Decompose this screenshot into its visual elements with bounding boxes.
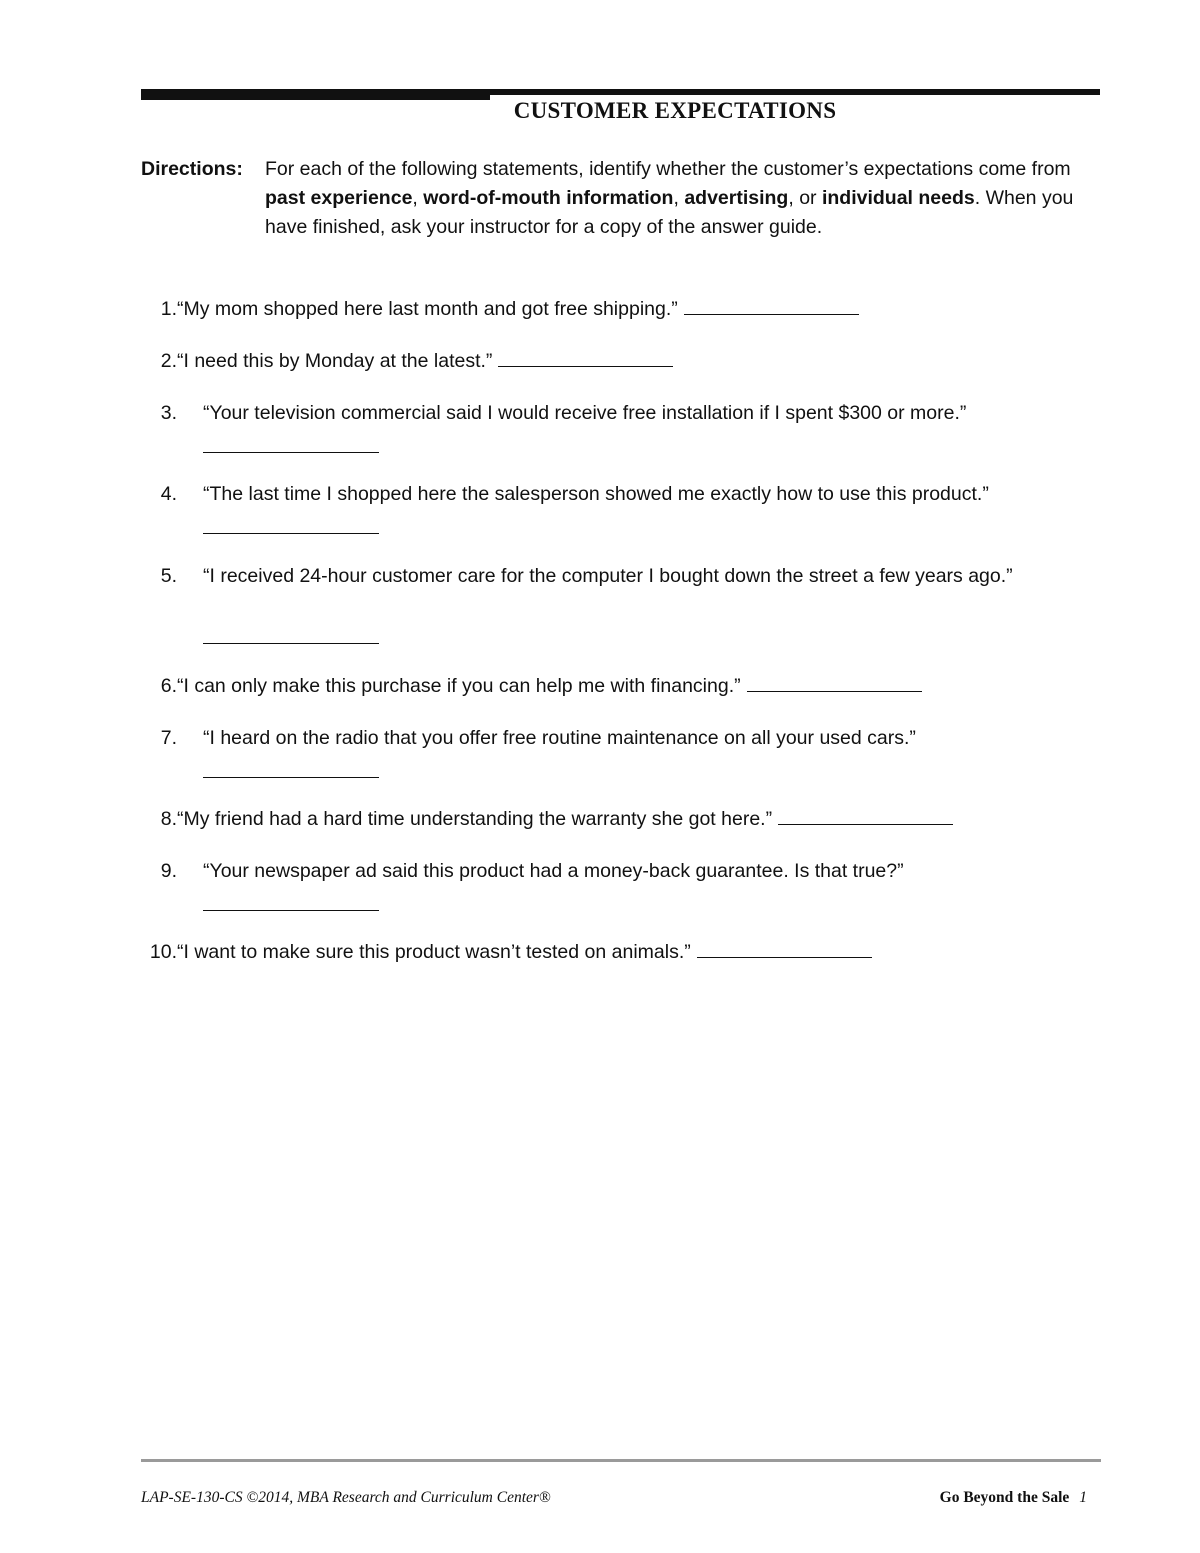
answer-blank[interactable]	[747, 673, 922, 692]
answer-blank[interactable]	[684, 296, 859, 315]
category-advertising: advertising	[684, 187, 789, 209]
question-text: “The last time I shopped here the salesperson showed me exactly how to use this product.”	[203, 483, 989, 505]
directions-separator: , or	[788, 187, 822, 209]
question-text: “I can only make this purchase if you can help me with financing.”	[177, 675, 741, 697]
question-text: “I received 24-hour customer care for the computer I bought down the street a few years ago.”	[203, 565, 1013, 587]
category-individual-needs: individual needs	[821, 187, 975, 209]
footer-copyright: LAP-SE-130-CS ©2014, MBA Research and Curriculum Center®	[141, 1489, 551, 1506]
question-item	[141, 672, 922, 701]
footer-rule	[141, 1459, 1101, 1462]
question-number: 6.	[160, 675, 177, 697]
question-item	[141, 805, 953, 834]
category-past-experience: past experience	[265, 187, 413, 209]
question-number: 5.	[160, 565, 177, 587]
question-item	[141, 938, 872, 967]
question-number: 2.	[160, 350, 177, 372]
answer-blank[interactable]	[203, 643, 379, 644]
header-rule-thin	[490, 89, 1100, 95]
answer-blank[interactable]	[203, 910, 379, 911]
footer-brand: Go Beyond the Sale	[939, 1489, 1070, 1506]
question-text: “I want to make sure this product wasn’t tested on animals.”	[177, 941, 691, 963]
question-number: 3.	[160, 402, 177, 424]
footer-right	[940, 1489, 1087, 1507]
question-text: “My mom shopped here last month and got free shipping.”	[177, 298, 678, 320]
directions-separator: ,	[673, 187, 685, 209]
page-title: CUSTOMER EXPECTATIONS	[513, 98, 837, 123]
question-text: “Your television commercial said I would receive free installation if I spent $300 or more.”	[203, 402, 967, 424]
answer-blank[interactable]	[203, 452, 379, 453]
answer-blank[interactable]	[697, 939, 872, 958]
directions-separator: ,	[412, 187, 424, 209]
question-text: “I need this by Monday at the latest.”	[177, 350, 493, 372]
answer-blank[interactable]	[778, 806, 953, 825]
question-item	[141, 295, 859, 324]
question-number: 8.	[160, 808, 177, 830]
answer-blank[interactable]	[498, 348, 673, 367]
question-text: “Your newspaper ad said this product had a money-back guarantee. Is that true?”	[203, 860, 904, 882]
question-number: 10.	[149, 941, 177, 963]
question-number: 9.	[160, 860, 177, 882]
question-number: 7.	[160, 727, 177, 749]
directions-text-part: For each of the following statements, identify whether the customer’s expectations come from	[265, 158, 1071, 180]
directions-text-part: . When you have finished, ask your instructor for a copy of the answer guide.	[265, 187, 1074, 238]
question-text: “I heard on the radio that you offer free routine maintenance on all your used cars.”	[203, 727, 916, 749]
header-rule-thick	[141, 89, 490, 100]
directions-label: Directions:	[141, 158, 243, 180]
directions-text	[265, 155, 1085, 242]
answer-blank[interactable]	[203, 777, 379, 778]
answer-blank[interactable]	[203, 533, 379, 534]
question-number: 1.	[160, 298, 177, 320]
question-item	[141, 347, 673, 376]
page-number: 1	[1079, 1489, 1087, 1506]
category-word-of-mouth: word-of-mouth information	[423, 187, 674, 209]
question-number: 4.	[160, 483, 177, 505]
question-text: “My friend had a hard time understanding the warranty she got here.”	[177, 808, 773, 830]
